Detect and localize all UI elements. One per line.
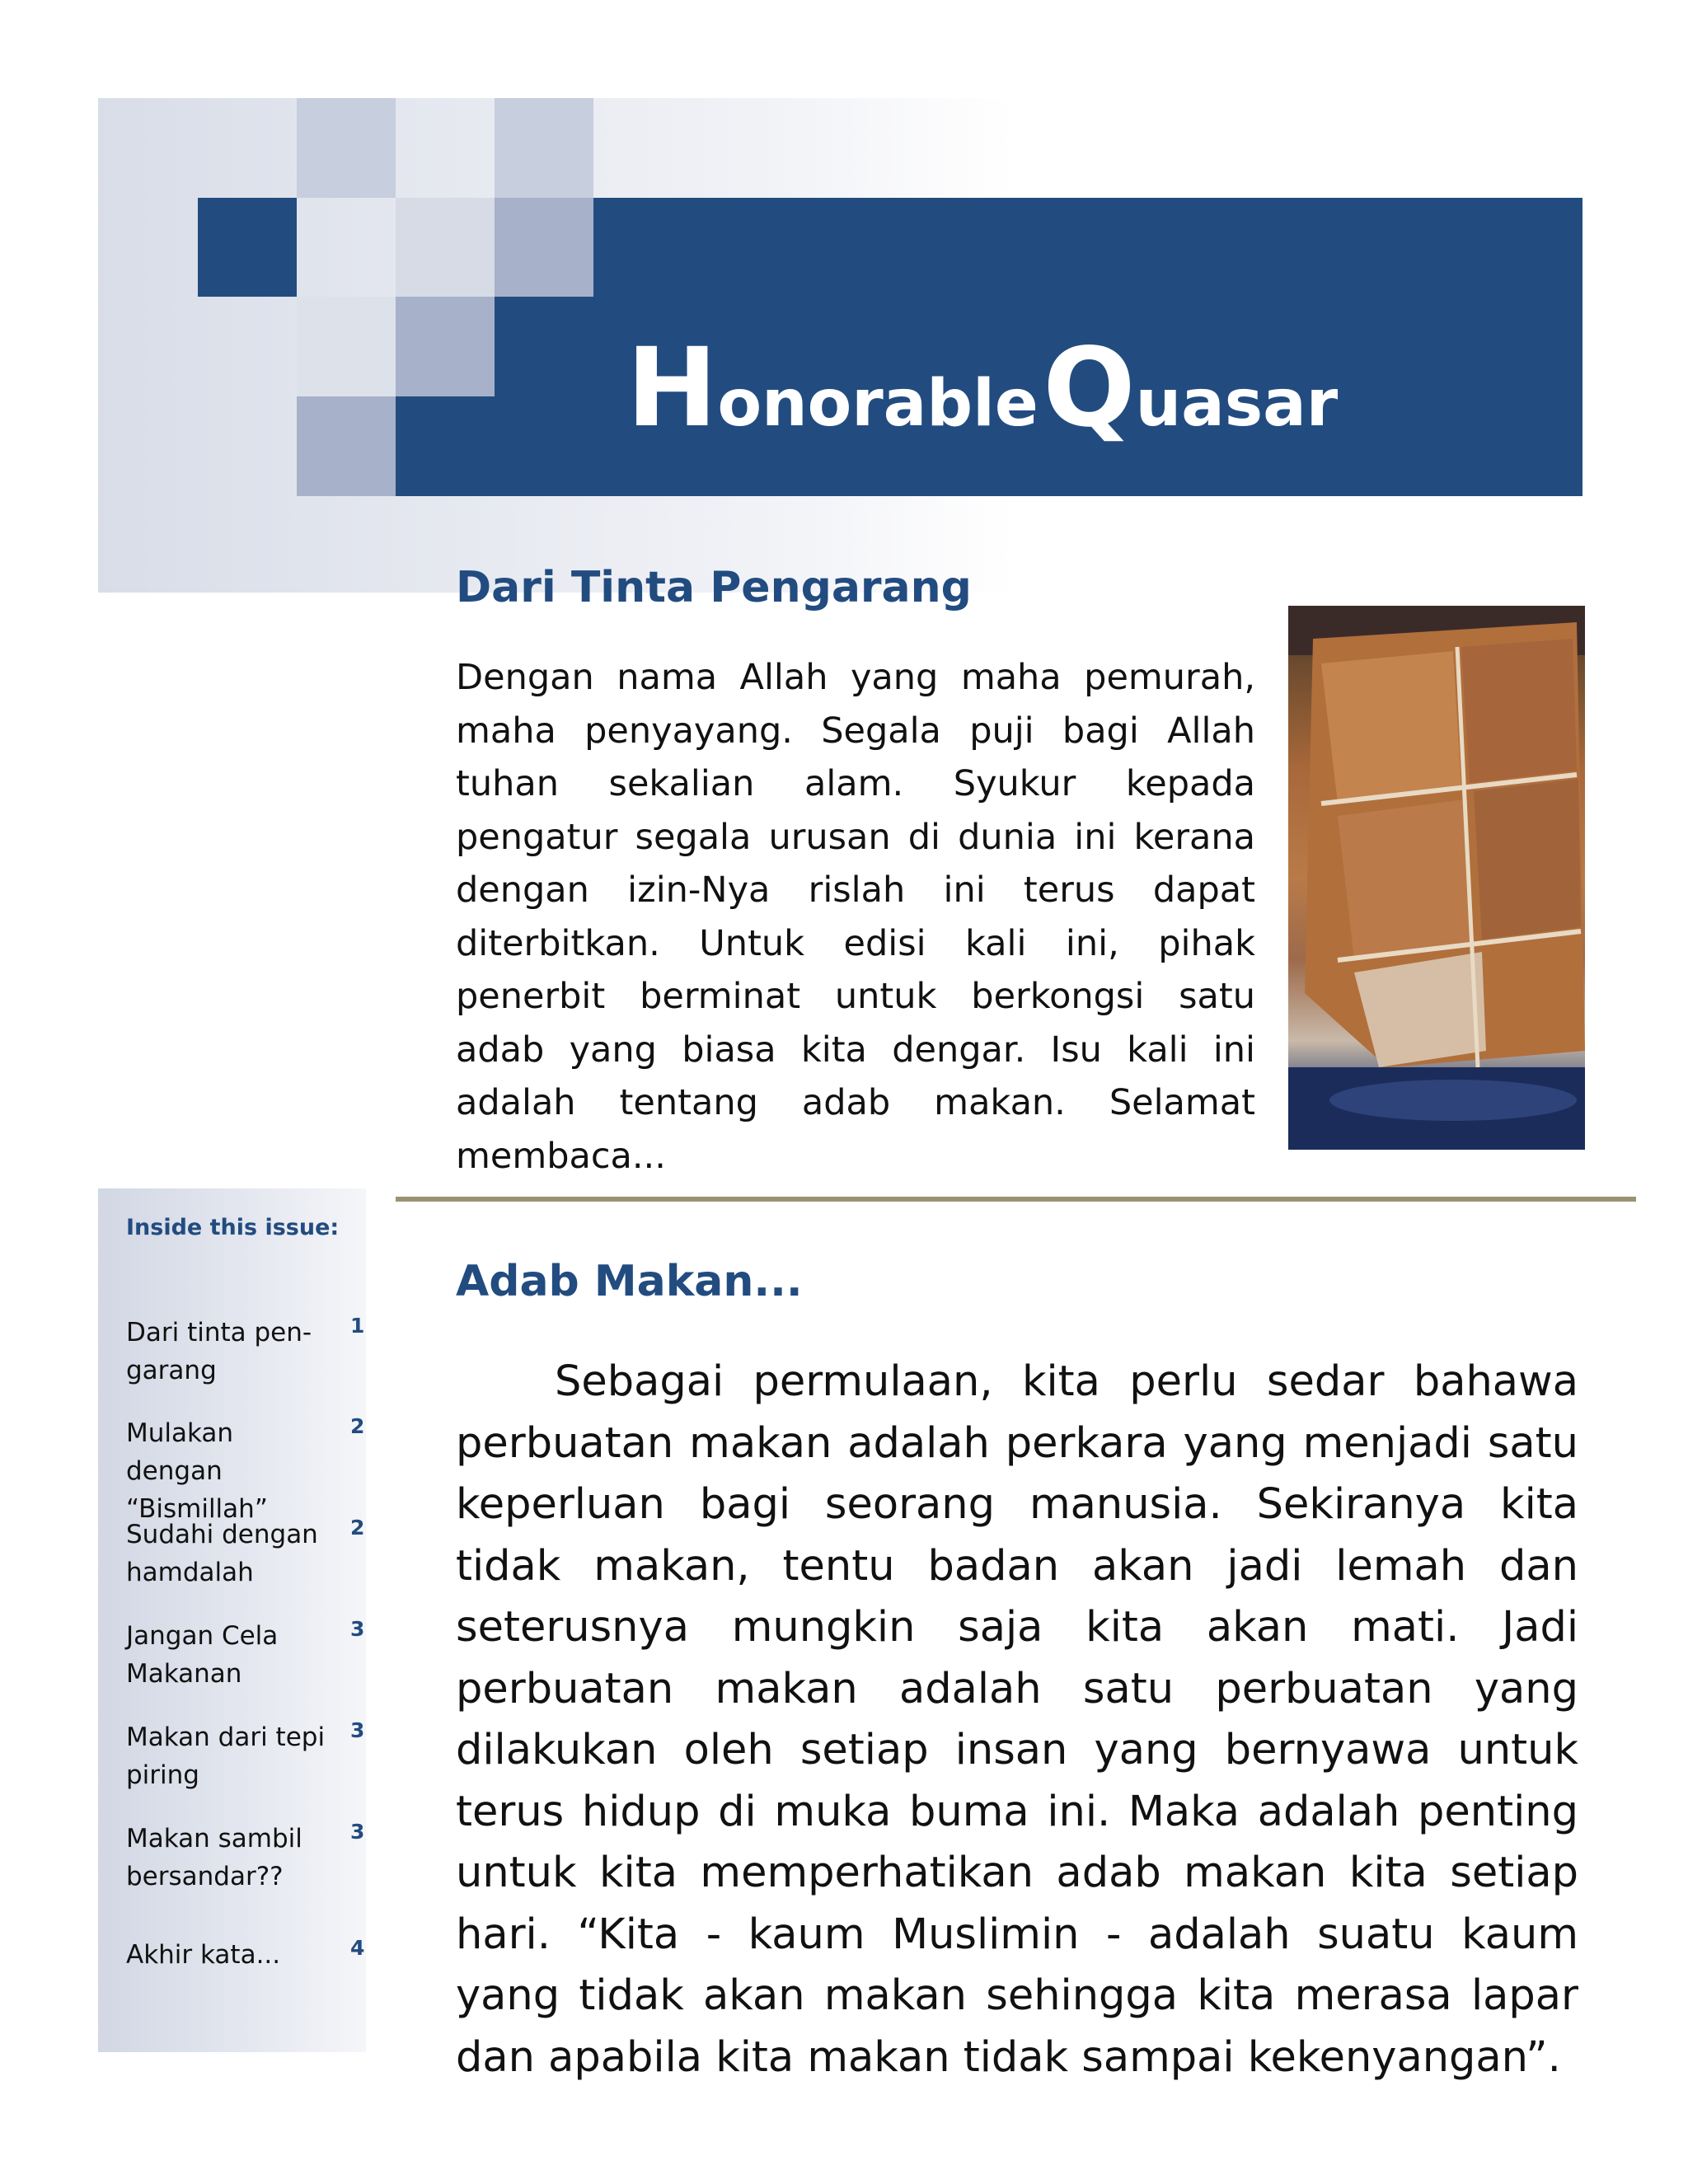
toc-item[interactable]: [126, 1936, 390, 2027]
toc-item-title: Jangan Cela Makanan: [126, 1621, 279, 1689]
toc-item-page: 2: [350, 1414, 365, 1438]
toc-item-title: Dari tinta pen-garang: [126, 1318, 312, 1385]
title-rest: uasar: [1135, 367, 1339, 441]
toc-item-page: 3: [350, 1820, 365, 1844]
toc-item[interactable]: [126, 1516, 390, 1606]
toc-heading: Inside this issue:: [126, 1215, 340, 1240]
title-rest: onorable: [717, 367, 1039, 441]
toc-item[interactable]: [126, 1617, 390, 1708]
toc-item-title: Sudahi dengan hamdalah: [126, 1520, 318, 1587]
toc-item-title: Makan sambil bersandar??: [126, 1824, 302, 1891]
toc-item-title: Makan dari tepi piring: [126, 1722, 326, 1790]
header-square: [198, 198, 297, 297]
title-initial: H: [626, 325, 718, 452]
article-body: Sebagai permulaan, kita perlu sedar bahawa perbuatan makan adalah perkara yang menjadi satu keperluan bagi seorang manusia. Sekiranya kita tidak makan, tentu badan akan jadi lemah dan seterusnya mungkin saja kita akan mati. Jadi perbuatan makan adalah satu perbuatan yang dilakukan oleh setiap insan yang bernyawa untuk terus hidup di muka buma ini. Maka adalah penting untuk kita memperhatikan adab makan kita setiap hari. “Kita - kaum Muslimin - adalah suatu kaum yang tidak akan makan sehingga kita merasa lapar dan apabila kita makan tidak sampai kekenyangan”.: [456, 1357, 1578, 2082]
header-square: [396, 198, 495, 297]
toc-item-title: Mulakan dengan “Bismillah”: [126, 1418, 268, 1524]
toc-item-page: 3: [350, 1617, 365, 1641]
toc-item[interactable]: [126, 1718, 390, 1809]
header-square: [297, 396, 396, 496]
newsletter-title: [626, 325, 1339, 452]
title-initial: Q: [1043, 325, 1136, 452]
toc-item[interactable]: [126, 1820, 390, 1910]
food-photo: [1288, 606, 1585, 1150]
intro-heading: Dari Tinta Pengarang: [456, 563, 972, 612]
header-square: [297, 297, 396, 396]
toc-item-page: 1: [350, 1314, 365, 1338]
toc-item-page: 4: [350, 1936, 365, 1960]
header-square: [396, 297, 495, 396]
section-divider: [396, 1197, 1636, 1202]
toc-item[interactable]: [126, 1314, 390, 1404]
header-square: [495, 98, 593, 198]
article-heading: Adab Makan...: [456, 1257, 803, 1306]
header-square: [495, 198, 593, 297]
toc-item-title: Akhir kata...: [126, 1940, 281, 1970]
toc-item-page: 3: [350, 1718, 365, 1742]
toc-item-page: 2: [350, 1516, 365, 1540]
intro-body: Dengan nama Allah yang maha pemurah, maha penyayang. Segala puji bagi Allah tuhan sekalian alam. Syukur kepada pengatur segala urusan di dunia ini kerana dengan izin-Nya rislah ini terus dapat diterbitkan. Untuk edisi kali ini, pihak penerbit berminat untuk berkongsi satu adab yang biasa kita dengar. Isu kali ini adalah tentang adab makan. Selamat membaca...: [456, 657, 1255, 1177]
toc-item[interactable]: [126, 1414, 390, 1524]
header-square: [297, 98, 396, 198]
food-photo-illustration: [1288, 606, 1585, 1150]
